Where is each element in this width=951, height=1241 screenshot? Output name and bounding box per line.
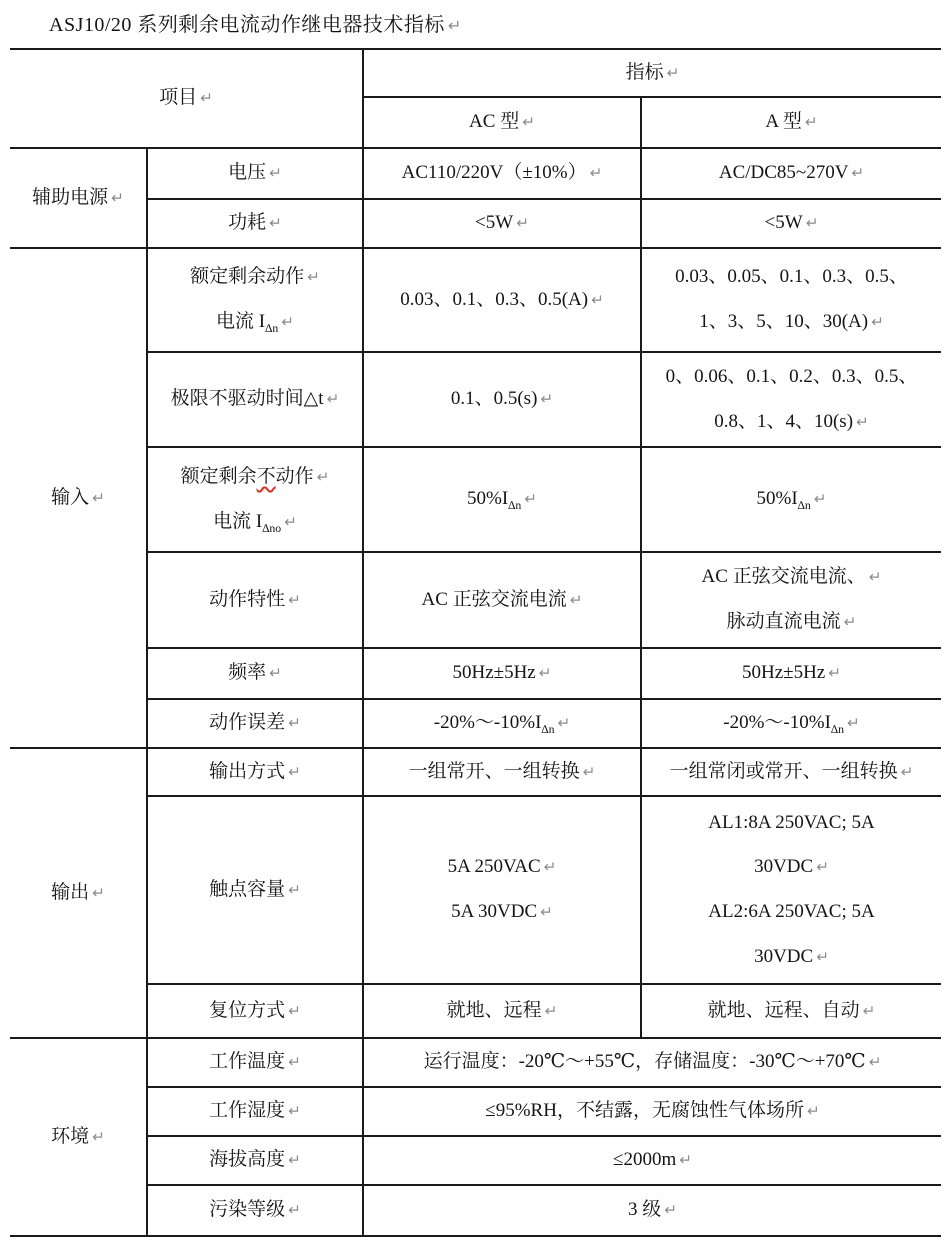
paragraph-mark-icon: ↵ (666, 63, 680, 82)
rated-nonop-label-post: 动作 (275, 465, 314, 487)
header-indicator-label: 指标 (625, 61, 664, 83)
limit-a-line1: 0、0.06、0.1、0.2、0.3、0.5、 (665, 365, 918, 387)
voltage-ac-value: AC110/220V（±10%） (401, 162, 587, 184)
capacity-label: 触点容量 (209, 878, 286, 900)
paragraph-mark-icon: ↵ (288, 762, 301, 781)
power-label: 功耗 (228, 212, 267, 234)
paragraph-mark-icon: ↵ (804, 113, 818, 132)
mode-a-value: 一组常闭或常开、一组转换 (669, 760, 898, 782)
paragraph-mark-icon: ↵ (538, 664, 552, 683)
temp-label: 工作温度 (209, 1051, 286, 1073)
cell-header-indicator (363, 49, 941, 97)
capacity-ac-line2: 5A 30VDC (451, 901, 538, 922)
header-item-label: 项目 (159, 87, 198, 109)
humidity-label: 工作湿度 (209, 1100, 286, 1122)
paragraph-mark-icon: ↵ (843, 613, 857, 631)
paragraph-mark-icon: ↵ (288, 1151, 301, 1170)
altitude-label: 海拔高度 (209, 1149, 286, 1171)
mode-label: 输出方式 (209, 760, 286, 782)
row-contact-capacity (10, 796, 941, 984)
rated-nonop-ac-value: 50%I (467, 488, 509, 510)
pollution-label: 污染等级 (209, 1199, 286, 1221)
paragraph-mark-icon: ↵ (582, 762, 596, 781)
mode-ac-value: 一组常开、一组转换 (408, 760, 580, 782)
paragraph-mark-icon: ↵ (871, 313, 884, 331)
paragraph-mark-icon: ↵ (92, 883, 105, 902)
paragraph-mark-icon: ↵ (900, 762, 914, 781)
cell-rated-op-label (147, 248, 363, 352)
rated-op-a-line1: 0.03、0.05、0.1、0.3、0.5、 (675, 266, 908, 288)
paragraph-mark-icon: ↵ (557, 714, 571, 733)
paragraph-mark-icon: ↵ (813, 490, 827, 509)
paragraph-mark-icon: ↵ (92, 488, 105, 507)
paragraph-mark-icon: ↵ (316, 467, 330, 486)
cell-error-a (641, 699, 941, 748)
cell-limit-label (147, 352, 363, 447)
limit-label: 极限不驱动时间△t (170, 388, 324, 410)
paragraph-mark-icon: ↵ (288, 880, 301, 899)
cell-charac-ac (363, 552, 641, 648)
cell-freq-a (641, 648, 941, 699)
freq-label: 频率 (228, 662, 267, 684)
paragraph-mark-icon: ↵ (288, 590, 301, 609)
row-rated-nonoperating-current (10, 447, 941, 552)
cell-temp-value (363, 1038, 941, 1087)
charac-label: 动作特性 (209, 588, 286, 610)
voltage-a-value: AC/DC85~270V (718, 162, 849, 184)
altitude-value: ≤2000m (613, 1149, 677, 1171)
cell-capacity-label (147, 796, 363, 984)
paragraph-mark-icon: ↵ (288, 1201, 301, 1220)
paragraph-mark-icon: ↵ (543, 858, 557, 877)
error-a-subscript: ∆n (830, 722, 844, 736)
cell-voltage-label (147, 148, 363, 199)
freq-ac-value: 50Hz±5Hz (452, 662, 536, 684)
cell-power-a (641, 199, 941, 248)
rated-op-ac-value: 0.03、0.1、0.3、0.5(A) (400, 288, 589, 310)
cell-group-input (10, 248, 147, 748)
paragraph-mark-icon: ↵ (92, 1127, 105, 1146)
cell-limit-a (641, 352, 941, 447)
paragraph-mark-icon: ↵ (269, 214, 282, 233)
cell-voltage-a (641, 148, 941, 199)
cell-freq-label (147, 648, 363, 699)
cell-power-label (147, 199, 363, 248)
rated-nonop-label-spellcheck: 不 (256, 465, 276, 487)
rated-nonop-a-value: 50%I (756, 488, 798, 510)
cell-power-ac (363, 199, 641, 248)
error-label: 动作误差 (209, 712, 286, 734)
paragraph-mark-icon: ↵ (805, 214, 819, 233)
capacity-a-line4: 30VDC (754, 945, 814, 967)
cell-group-environment (10, 1038, 147, 1236)
paragraph-mark-icon: ↵ (269, 164, 282, 183)
charac-a-line1: AC 正弦交流电流、 (701, 566, 866, 588)
row-voltage (10, 148, 941, 199)
row-pollution-degree (10, 1185, 941, 1236)
charac-a-line2: 脉动直流电流 (726, 611, 841, 632)
paragraph-mark-icon: ↵ (679, 1151, 692, 1170)
rated-op-label-line1: 额定剩余动作 (190, 266, 305, 288)
cell-rated-nonop-label (147, 447, 363, 552)
row-rated-operating-current (10, 248, 941, 352)
paragraph-mark-icon: ↵ (868, 568, 882, 587)
cell-reset-a (641, 984, 941, 1038)
cell-reset-label (147, 984, 363, 1038)
row-frequency (10, 648, 941, 699)
voltage-label: 电压 (228, 162, 267, 184)
paragraph-mark-icon: ↵ (806, 1102, 820, 1121)
group-input-label: 输入 (51, 486, 90, 508)
row-working-humidity (10, 1087, 941, 1136)
paragraph-mark-icon: ↵ (828, 664, 841, 683)
cell-mode-ac (363, 748, 641, 796)
temp-value: 运行温度：-20℃～+55℃，存储温度：-30℃～+70℃ (423, 1051, 866, 1073)
row-output-mode (10, 748, 941, 796)
paragraph-mark-icon: ↵ (856, 412, 869, 431)
row-altitude (10, 1136, 941, 1185)
row-operating-error (10, 699, 941, 748)
cell-altitude-label (147, 1136, 363, 1185)
paragraph-mark-icon: ↵ (288, 1102, 301, 1121)
group-aux-label: 辅助电源 (32, 186, 109, 208)
row-power (10, 199, 941, 248)
cell-header-item (10, 49, 363, 148)
paragraph-mark-icon: ↵ (269, 664, 282, 683)
cell-rated-nonop-a (641, 447, 941, 552)
rated-nonop-label-subscript: ∆no (262, 521, 282, 535)
cell-reset-ac (363, 984, 641, 1038)
rated-op-label-line2: 电流 I (216, 311, 266, 332)
group-env-label: 环境 (51, 1125, 90, 1147)
ac-type-label: AC 型 (469, 111, 520, 133)
charac-ac-value: AC 正弦交流电流 (421, 588, 567, 610)
paragraph-mark-icon: ↵ (200, 89, 213, 108)
paragraph-mark-icon: ↵ (540, 390, 554, 409)
cell-header-ac-type (363, 97, 641, 148)
paragraph-mark-icon: ↵ (569, 590, 583, 609)
paragraph-mark-icon: ↵ (847, 714, 860, 733)
paragraph-mark-icon: ↵ (851, 164, 865, 183)
paragraph-mark-icon: ↵ (288, 1001, 301, 1020)
header-row-1 (10, 49, 941, 97)
paragraph-mark-icon: ↵ (540, 903, 553, 921)
page-title-text: ASJ10/20 系列剩余电流动作继电器技术指标 (49, 14, 445, 36)
paragraph-mark-icon: ↵ (288, 1053, 301, 1072)
reset-a-value: 就地、远程、自动 (707, 999, 860, 1021)
capacity-a-line2: 30VDC (754, 856, 814, 878)
spec-table (10, 48, 941, 1237)
paragraph-mark-icon: ↵ (589, 164, 603, 183)
reset-label: 复位方式 (209, 999, 286, 1021)
cell-group-aux-power (10, 148, 147, 248)
paragraph-mark-icon: ↵ (816, 947, 829, 966)
group-output-label: 输出 (51, 881, 90, 903)
row-working-temperature (10, 1038, 941, 1087)
cell-freq-ac (363, 648, 641, 699)
row-operating-characteristic (10, 552, 941, 648)
humidity-value: ≤95%RH，不结露，无腐蚀性气体场所 (485, 1100, 804, 1122)
paragraph-mark-icon: ↵ (516, 214, 529, 233)
paragraph-mark-icon: ↵ (522, 113, 535, 132)
paragraph-mark-icon: ↵ (326, 390, 340, 409)
cell-rated-op-a (641, 248, 941, 352)
power-ac-value: <5W (475, 212, 514, 234)
cell-capacity-a (641, 796, 941, 984)
paragraph-mark-icon: ↵ (591, 290, 604, 309)
paragraph-mark-icon: ↵ (111, 188, 124, 207)
cell-mode-a (641, 748, 941, 796)
paragraph-mark-icon: ↵ (288, 714, 301, 733)
row-limit-nonactuating-time (10, 352, 941, 447)
paragraph-mark-icon: ↵ (862, 1001, 876, 1020)
cell-mode-label (147, 748, 363, 796)
reset-ac-value: 就地、远程 (446, 999, 542, 1021)
rated-nonop-ac-subscript: ∆n (508, 498, 522, 512)
paragraph-mark-icon: ↵ (284, 512, 297, 531)
cell-humidity-label (147, 1087, 363, 1136)
cell-rated-nonop-ac (363, 447, 641, 552)
cell-group-output (10, 748, 147, 1038)
rated-nonop-a-subscript: ∆n (797, 498, 811, 512)
paragraph-mark-icon: ↵ (307, 268, 320, 287)
rated-nonop-label-pre: 额定剩余 (180, 465, 257, 487)
rated-op-a-line2: 1、3、5、10、30(A) (699, 311, 869, 332)
rated-nonop-label-line2: 电流 I (213, 510, 263, 532)
cell-error-ac (363, 699, 641, 748)
paragraph-mark-icon: ↵ (524, 490, 537, 509)
row-reset-mode (10, 984, 941, 1038)
cell-pollution-value (363, 1185, 941, 1236)
capacity-a-line1: AL1:8A 250VAC; 5A (708, 811, 875, 833)
cell-pollution-label (147, 1185, 363, 1236)
a-type-label: A 型 (765, 111, 802, 133)
rated-op-label-subscript: ∆n (265, 321, 279, 335)
limit-a-line2: 0.8、1、4、10(s) (714, 410, 854, 432)
cell-capacity-ac (363, 796, 641, 984)
paragraph-mark-icon: ↵ (664, 1201, 677, 1220)
page-title (49, 8, 462, 37)
error-ac-subscript: ∆n (541, 722, 555, 736)
cell-limit-ac (363, 352, 641, 447)
capacity-a-line3: AL2:6A 250VAC; 5A (708, 901, 875, 922)
error-ac-value: -20%～-10%I (433, 712, 542, 734)
paragraph-mark-icon: ↵ (868, 1053, 882, 1072)
paragraph-mark-icon: ↵ (816, 858, 829, 877)
cell-error-label (147, 699, 363, 748)
cell-temp-label (147, 1038, 363, 1087)
paragraph-mark-icon: ↵ (281, 313, 294, 331)
paragraph-mark-icon: ↵ (447, 16, 462, 35)
error-a-value: -20%～-10%I (723, 712, 831, 734)
pollution-value: 3 级 (628, 1199, 662, 1221)
cell-charac-label (147, 552, 363, 648)
cell-voltage-ac (363, 148, 641, 199)
cell-charac-a (641, 552, 941, 648)
cell-humidity-value (363, 1087, 941, 1136)
freq-a-value: 50Hz±5Hz (742, 662, 826, 684)
power-a-value: <5W (764, 212, 803, 234)
capacity-ac-line1: 5A 250VAC (447, 856, 541, 878)
limit-ac-value: 0.1、0.5(s) (450, 388, 538, 410)
cell-header-a-type (641, 97, 941, 148)
cell-altitude-value (363, 1136, 941, 1185)
paragraph-mark-icon: ↵ (544, 1001, 558, 1020)
cell-rated-op-ac (363, 248, 641, 352)
